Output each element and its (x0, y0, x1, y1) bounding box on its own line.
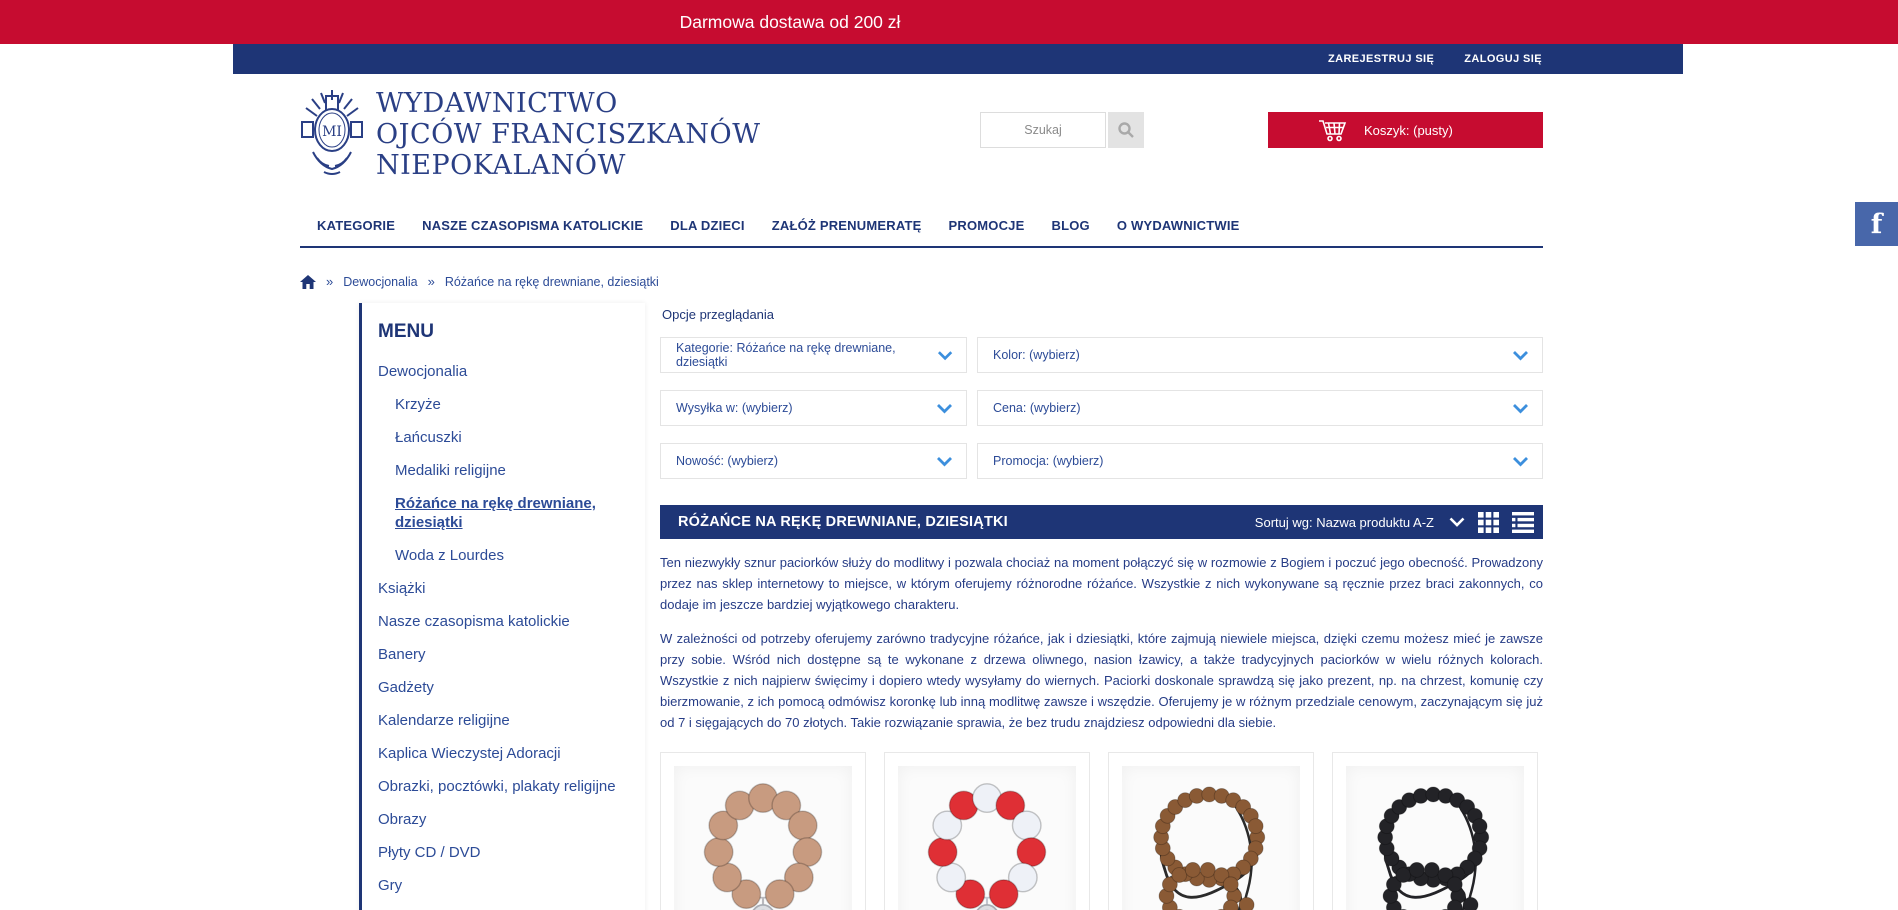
listing-header (660, 505, 1543, 539)
nav-item[interactable]: NASZE CZASOPISMA KATOLICKIE (422, 218, 644, 233)
sidebar-item[interactable]: Nasze czasopisma katolickie (378, 613, 570, 630)
product-card[interactable] (884, 752, 1090, 910)
filter-dropdown[interactable] (660, 390, 967, 426)
facebook-icon[interactable]: f (1855, 202, 1898, 246)
logo-emblem-icon (300, 88, 364, 180)
filter-label: Nowość: (wybierz) (676, 454, 779, 468)
logo-emblem-text: MI (322, 124, 342, 140)
sidebar-item[interactable]: Różańce na rękę drewniane, dziesiątki (395, 495, 596, 531)
filter-label: Kolor: (wybierz) (993, 348, 1080, 362)
sidebar-item[interactable]: Gry (378, 877, 403, 894)
chevron-down-icon (936, 456, 953, 467)
nav-item[interactable]: DLA DZIECI (670, 218, 745, 233)
logo-line: NIEPOKALANÓW (376, 150, 626, 181)
sort-dropdown[interactable] (1255, 515, 1465, 530)
main-nav (300, 208, 1543, 248)
chevron-down-icon (1512, 456, 1529, 467)
login-link[interactable]: ZALOGUJ SIĘ (1464, 53, 1542, 65)
nav-item[interactable]: PROMOCJE (948, 218, 1025, 233)
product-grid (660, 752, 1543, 910)
sidebar-item[interactable]: Krzyże (395, 396, 441, 413)
listing-title: RÓŻAŃCE NA RĘKĘ DREWNIANE, DZIESIĄTKI (678, 514, 1008, 530)
product-image (674, 766, 852, 910)
sidebar-item[interactable]: Medaliki religijne (395, 462, 506, 479)
filter-dropdown[interactable] (977, 337, 1543, 373)
product-image (1346, 766, 1524, 910)
search-icon (1117, 121, 1135, 139)
sidebar-item[interactable]: Banery (378, 646, 426, 663)
product-card[interactable] (1108, 752, 1314, 910)
filter-label: Cena: (wybierz) (993, 401, 1081, 415)
category-description: W zależności od potrzeby oferujemy zarówno tradycyjne różańce, jak i dziesiątki, które zajmują niewiele miejsca, dzięki czemu możesz mieć je zawsze przy sobie. Wśród nich dostępne są te wykonane z drzewa oliwnego, nasion łzawicy, a także tradycyjnych paciorków w wielu różnych kolorach. Wszystkie z nich najpierw święcimy i dopiero wtedy wysyłamy do wiernych. Paciorki doskonale sprawdzą się jako prezent, np. na chrzest, komunię czy bierzmowanie, z ich pomocą odmówisz koronkę lub inną modlitwę zawsze i wszędzie. Oferujemy je w różnym przedziale cenowym, zaczynającym się już od 7 i sięgających do 70 złotych. Takie rozwiązanie sprawia, że bez trudu znajdziesz odpowiedni dla siebie. (660, 631, 1543, 731)
sidebar-item[interactable]: Gadżety (378, 679, 434, 696)
site-header (300, 74, 1543, 208)
register-link[interactable]: ZAREJESTRUJ SIĘ (1328, 53, 1435, 65)
sidebar-item[interactable]: Kalendarze religijne (378, 712, 510, 729)
sidebar-item[interactable]: Książki (378, 580, 426, 597)
main-content (660, 303, 1543, 910)
cart-label: Koszyk: (pusty) (1364, 122, 1453, 138)
logo-line: OJCÓW FRANCISZKANÓW (376, 119, 761, 150)
chevron-down-icon (1512, 350, 1529, 361)
decade-rosary-wooden-beads (674, 766, 852, 910)
sidebar-item[interactable]: Łańcuszki (395, 429, 462, 446)
grid-view-button[interactable] (1478, 512, 1499, 533)
page-content (300, 303, 1543, 910)
grid-view-icon (1478, 512, 1499, 533)
nav-item[interactable]: BLOG (1051, 218, 1090, 233)
site-logo[interactable] (300, 88, 760, 181)
sidebar-item[interactable]: Obrazy (378, 811, 427, 828)
search-button[interactable] (1108, 112, 1144, 148)
product-card[interactable] (660, 752, 866, 910)
sidebar (300, 303, 645, 910)
breadcrumb-current: Różańce na rękę drewniane, dziesiątki (444, 274, 659, 289)
chevron-down-icon (1449, 517, 1465, 527)
product-card[interactable] (1332, 752, 1538, 910)
chevron-down-icon (937, 350, 953, 361)
list-view-icon (1512, 512, 1534, 533)
nav-item[interactable]: ZAŁÓŻ PRENUMERATĘ (771, 218, 922, 233)
sidebar-menu-list (362, 355, 645, 902)
sidebar-item[interactable]: Płyty CD / DVD (378, 844, 481, 861)
cart-button[interactable] (1268, 112, 1543, 148)
search-box (980, 112, 1144, 148)
sidebar-item[interactable]: Kaplica Wieczystej Adoracji (378, 745, 561, 762)
filter-label: Promocja: (wybierz) (993, 454, 1104, 468)
filter-grid (660, 337, 1543, 479)
filters-title: Opcje przeglądania (662, 307, 775, 322)
logo-text (376, 88, 760, 181)
filter-label: Kategorie: Różańce na rękę drewniane, dziesiątki (676, 341, 896, 369)
breadcrumb (300, 274, 1543, 289)
sidebar-item[interactable]: Woda z Lourdes (395, 547, 504, 564)
sidebar-item[interactable]: Dewocjonalia (378, 363, 468, 380)
logo-line: WYDAWNICTWO (376, 88, 618, 119)
filter-dropdown[interactable] (977, 390, 1543, 426)
rosary-brown-wood-beads (1122, 766, 1300, 910)
breadcrumb-link[interactable]: Dewocjonalia (343, 274, 418, 289)
search-input[interactable] (980, 112, 1106, 148)
rosary-black-beads (1346, 766, 1524, 910)
chevron-down-icon (1512, 403, 1529, 414)
home-icon[interactable] (300, 275, 316, 289)
nav-item[interactable]: O WYDAWNICTWIE (1116, 218, 1240, 233)
sidebar-item[interactable]: Obrazki, pocztówki, plakaty religijne (378, 778, 616, 795)
product-image (1122, 766, 1300, 910)
cart-icon (1318, 118, 1348, 142)
breadcrumb-separator: » (326, 274, 334, 289)
banner-text: Darmowa dostawa od 200 zł (679, 12, 901, 32)
free-shipping-banner (0, 0, 1898, 44)
sidebar-menu (359, 303, 645, 910)
list-view-button[interactable] (1512, 512, 1534, 533)
filter-dropdown[interactable] (660, 443, 967, 479)
breadcrumb-separator: » (427, 274, 435, 289)
decade-rosary-red-clear-beads (898, 766, 1076, 910)
filter-dropdown[interactable] (660, 337, 967, 373)
chevron-down-icon (936, 403, 953, 414)
sidebar-menu-title: MENU (378, 321, 434, 342)
nav-item[interactable]: KATEGORIE (317, 218, 396, 233)
sort-label: Sortuj wg: Nazwa produktu A-Z (1254, 514, 1434, 530)
account-bar (233, 44, 1683, 74)
filter-label: Wysyłka w: (wybierz) (676, 401, 793, 415)
category-description: Ten niezwykły sznur paciorków służy do modlitwy i pozwala chociaż na moment połączyć się w rozmowie z Bogiem i poczuć jego obecność. Prowadzony przez nas sklep internetowy to miejsce, w którym oferujemy różnorodne różańce. Wszystkie z nich wykonywane są ręcznie przez braci zakonnych, co dodaje im jeszcze bardziej wyjątkowego charakteru. (660, 555, 1543, 613)
product-image (898, 766, 1076, 910)
filter-dropdown[interactable] (977, 443, 1543, 479)
